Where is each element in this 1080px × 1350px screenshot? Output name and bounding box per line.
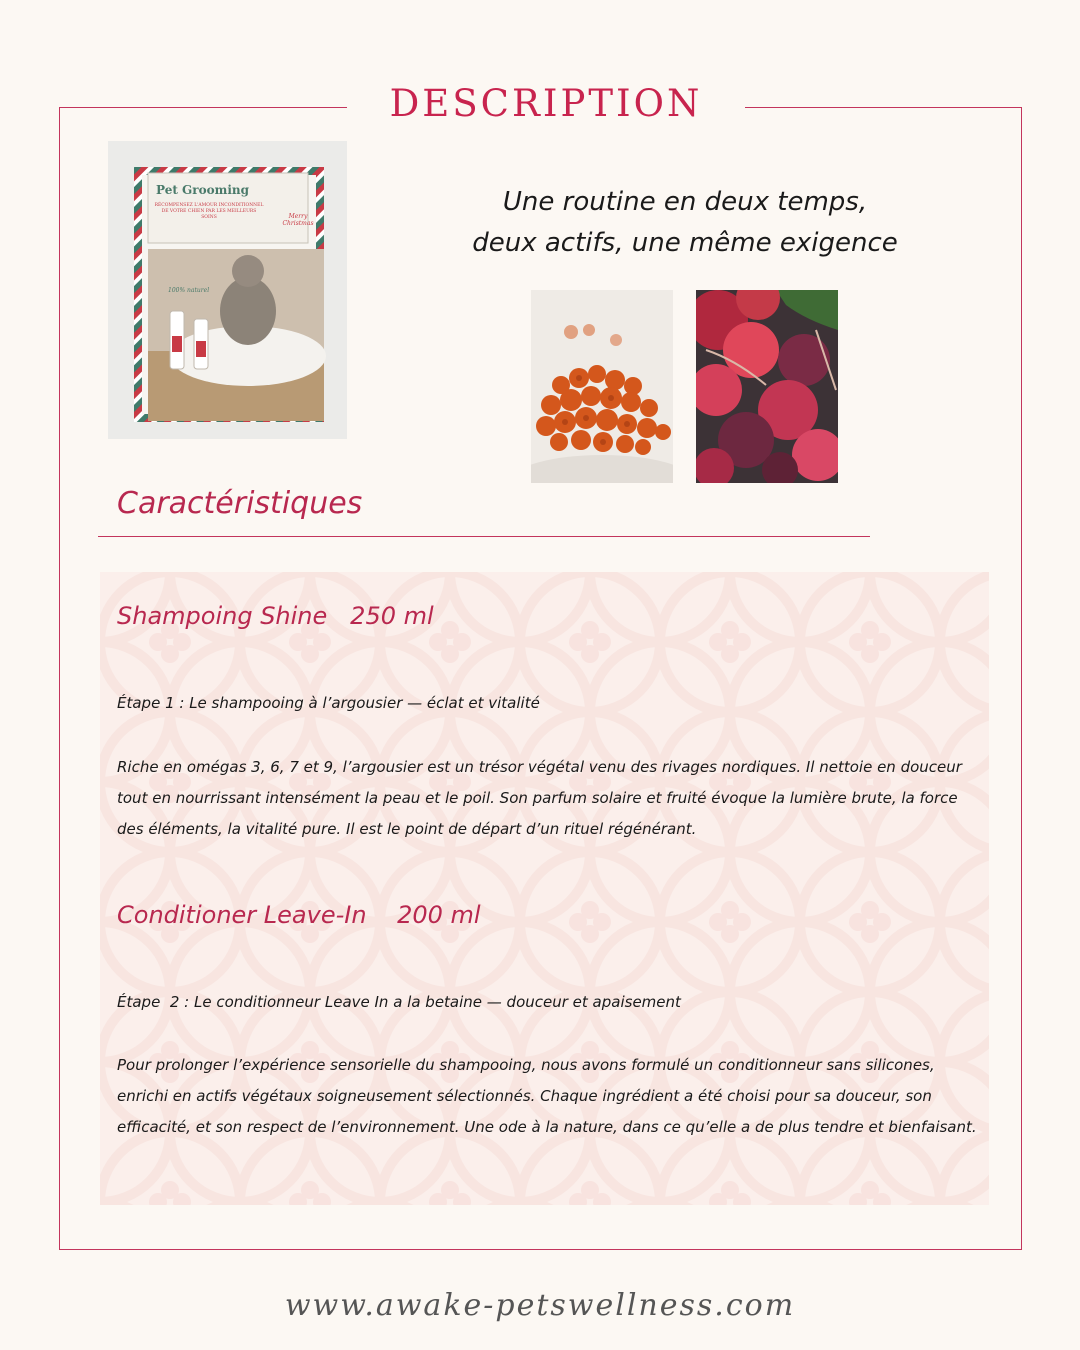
product-1-title: Shampoing Shine 250 ml xyxy=(117,602,434,630)
product-2-line-2: enrichi en actifs végétaux soigneusement sélectionnés. Chaque ingrédient a été choisi pour sa douceur, son xyxy=(117,1087,932,1105)
website-link[interactable]: www.awake-petswellness.com xyxy=(284,1288,796,1323)
product-1-step: Étape 1 : Le shampooing à l’argousier — éclat et vitalité xyxy=(117,694,540,712)
product-2-title: Conditioner Leave-In 200 ml xyxy=(117,901,481,929)
product-2-line-3: efficacité, et son respect de l’environnement. Une ode à la nature, dans ce qu’elle a de plus tendre et bienfaisant. xyxy=(117,1118,977,1136)
product-1-line-3: des éléments, la vitalité pure. Il est le point de départ d’un rituel régénérant. xyxy=(117,820,697,838)
argousier-photo xyxy=(531,290,673,483)
product-image xyxy=(108,141,347,439)
product-2-step: Étape 2 : Le conditionneur Leave In a la betaine — douceur et apaisement xyxy=(117,993,681,1011)
page-title: DESCRIPTION xyxy=(389,82,703,125)
product-1-line-1: Riche en omégas 3, 6, 7 et 9, l’argousier est un trésor végétal venu des rivages nordiques. Il nettoie en douceur xyxy=(117,758,962,776)
product-2-description xyxy=(117,1050,977,1143)
section-heading: Caractéristiques xyxy=(117,486,363,521)
natural-label: 100% naturel xyxy=(168,287,210,294)
product-2-line-1: Pour prolonger l’expérience sensorielle du shampooing, nous avons formulé un conditionneur sans silicones, xyxy=(117,1056,935,1074)
product-brand: Pet Grooming xyxy=(156,183,250,197)
section-rule xyxy=(98,536,870,537)
product-1-description xyxy=(117,752,977,845)
product-tagline: RÉCOMPENSEZ L'AMOUR INCONDITIONNEL DE VOTRE CHIEN PAR LES MEILLEURS SOINS xyxy=(154,203,264,220)
intro-text xyxy=(450,182,920,264)
product-1-line-2: tout en nourrissant intensément la peau et le poil. Son parfum solaire et fruité évoque la lumière brute, la force xyxy=(117,789,958,807)
intro-line-1: Une routine en deux temps, xyxy=(502,187,868,217)
beetroot-photo xyxy=(696,290,838,483)
intro-line-2: deux actifs, une même exigence xyxy=(472,228,898,258)
christmas-badge: Merry Christmas xyxy=(282,213,314,227)
